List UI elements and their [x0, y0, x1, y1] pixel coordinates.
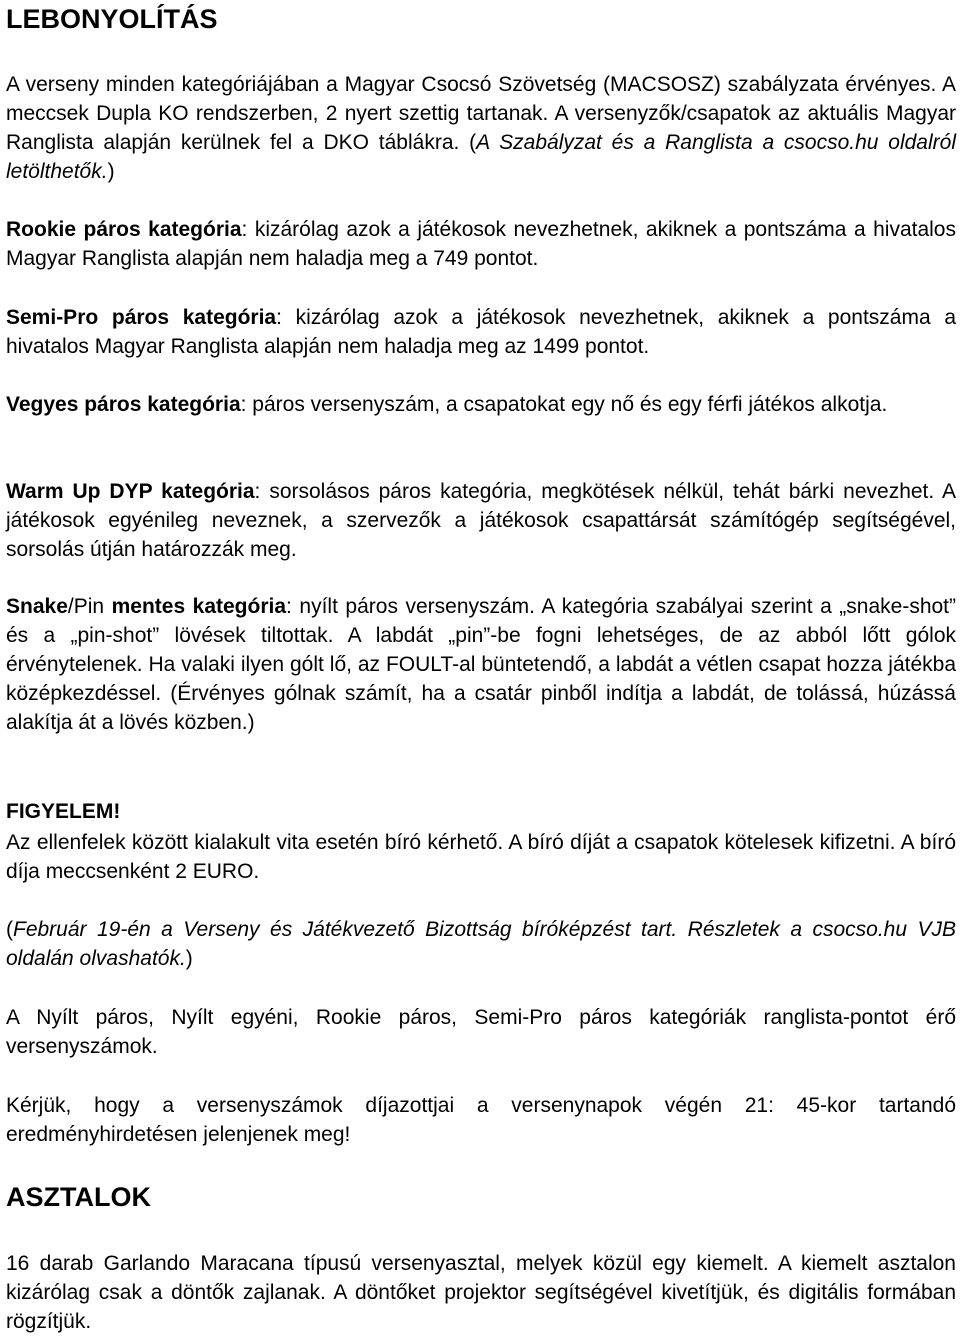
figyelem-heading: FIGYELEM!: [6, 800, 121, 823]
birokepzes-close-paren: ): [185, 947, 193, 970]
semipro-label: Semi-Pro páros kategória: [6, 306, 277, 329]
section-heading-lebonyolitas: LEBONYOLÍTÁS: [6, 4, 218, 34]
paragraph-birokepzes: [6, 915, 956, 973]
warmup-text: : sorsolásos páros kategória, megkötések nélkül, tehát bárki nevezhet. A játékosok egyénileg neveznek, a szervezők a játékosok csapattársát számítógép segítségével, sorsolás útján határozzák meg.: [6, 480, 956, 561]
rookie-label: Rookie páros kategória: [6, 218, 242, 241]
paragraph-semipro: [6, 303, 956, 361]
paragraph-intro: [6, 70, 956, 186]
mentes-kategoria-label: mentes kategória: [111, 595, 287, 618]
paragraph-snake-pin: [6, 592, 956, 737]
intro-text: A verseny minden kategóriájában a Magyar Csocsó Szövetség (MACSOSZ) szabályzata érvényes. A meccsek Dupla KO rendszerben, 2 nyert szettig tartanak. A versenyzők/csapatok az aktuális Magyar Ranglista alapján kerülnek fel a DKO táblákra. (: [6, 73, 956, 154]
paragraph-eredmenyhirdetes: Kérjük, hogy a versenyszámok díjazottjai a versenynapok végén 21: 45-kor tartandó eredményhirdetésen jelenjenek meg!: [6, 1094, 956, 1146]
intro-close-paren: ): [107, 160, 115, 183]
warmup-label: Warm Up DYP kategória: [6, 480, 255, 503]
vegyes-label: Vegyes páros kategória: [6, 393, 241, 416]
vegyes-text: : páros versenyszám, a csapatokat egy nő és egy férfi játékos alkotja.: [240, 393, 888, 416]
rookie-text: : kizárólag azok a játékosok nevezhetnek, akiknek a pontszáma a hivatalos Magyar Ranglista alapján nem haladja meg a 749 pontot.: [6, 218, 956, 270]
section-heading-asztalok: ASZTALOK: [6, 1182, 151, 1212]
birokepzes-open-paren: (: [6, 918, 13, 941]
snake-label: Snake: [6, 595, 68, 618]
intro-italic-note: A Szabályzat és a Ranglista a csocso.hu oldalról letölthetők.: [6, 131, 956, 183]
paragraph-figyelem: Az ellenfelek között kialakult vita esetén bíró kérhető. A bíró díját a csapatok kötelesek kifizetni. A bíró díja meccsenként 2 EURO.: [6, 831, 956, 883]
snake-pin-text: : nyílt páros versenyszám. A kategória szabályai szerint a „snake-shot” és a „pin-shot” lövések tiltottak. A labdát „pin”-be fogni lehetséges, de az abból lőtt gólok érvénytelenek. Ha valaki ilyen gólt lő, az FOULT-al büntetendő, a labdát a vétlen csapat hozza játékba középkezdéssel. (Érvényes gólnak számít, ha a csatár pinből indítja a labdát, de tolássá, húzássá alakítja át a lövés közben.): [6, 595, 956, 734]
paragraph-ranglista: A Nyílt páros, Nyílt egyéni, Rookie páros, Semi-Pro páros kategóriák ranglista-pontot érő versenyszámok.: [6, 1006, 956, 1058]
pin-label: /Pin: [67, 595, 112, 618]
paragraph-warmup: [6, 477, 956, 564]
birokepzes-italic: Február 19-én a Verseny és Játékvezető Bizottság bíróképzést tart. Részletek a csocso.hu VJB oldalán olvashatók.: [6, 918, 956, 970]
paragraph-asztalok: 16 darab Garlando Maracana típusú versenyasztal, melyek közül egy kiemelt. A kiemelt asztalon kizárólag csak a döntők zajlanak. A döntőket projektor segítségével kivetítjük, és digitális formában rögzítjük.: [6, 1252, 956, 1333]
paragraph-rookie: [6, 215, 956, 273]
paragraph-vegyes: [6, 390, 956, 419]
semipro-text: : kizárólag azok a játékosok nevezhetnek, akiknek a pontszáma a hivatalos Magyar Ranglista alapján nem haladja meg az 1499 pontot.: [6, 306, 957, 358]
